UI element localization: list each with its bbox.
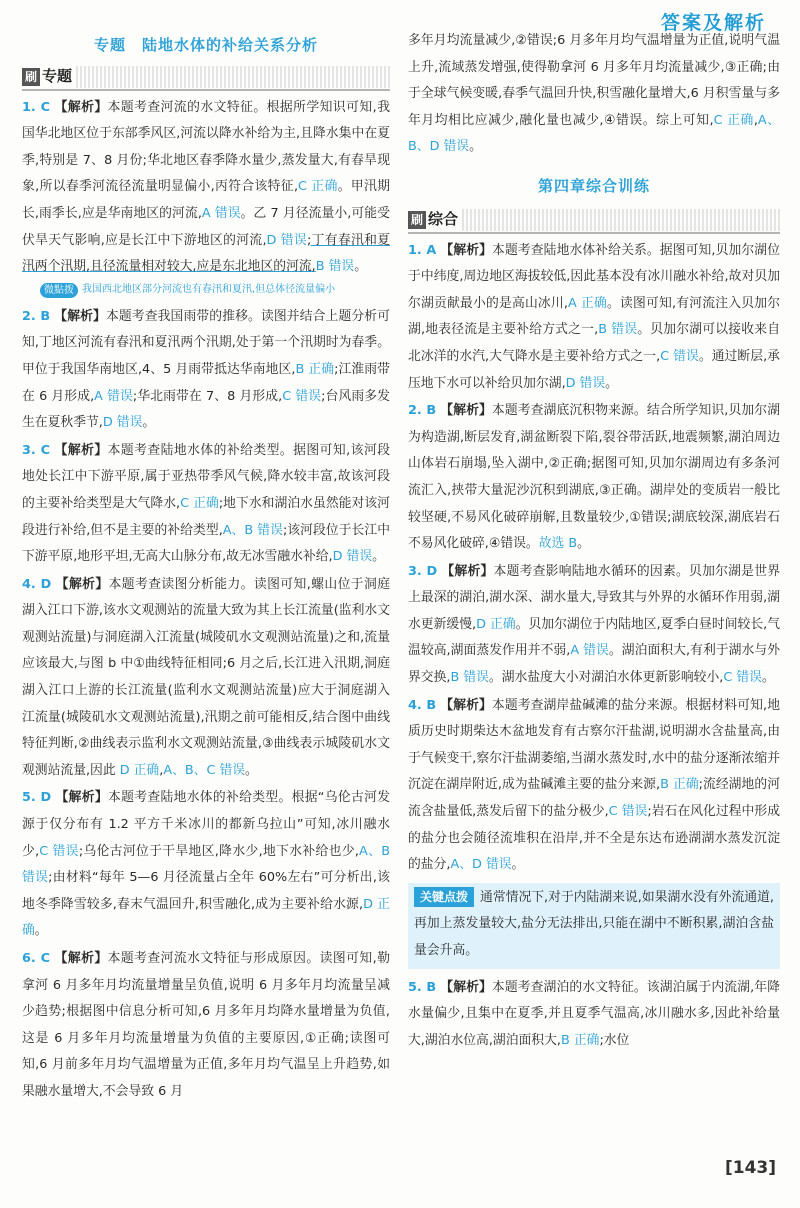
left-column	[22, 28, 390, 1107]
section-label: 综合	[428, 210, 459, 229]
tip-note	[40, 283, 390, 298]
answer-item-r1: 1. A 【解析】本题考查陆地水体补给关系。据图可知,贝加尔湖位于中纬度,周边地区海拔较低,因此基本没有冰川融水补给,故对贝加尔湖贡献最小的是高山冰川,A 正确。读图可知,有河流注入贝加尔湖,地表径流是主要补给方式之一,B 错误。贝加尔湖可以接收来自北冰洋的水汽,大气降水是主要补给方式之一,C 错误。通过断层,承压地下水可以补给贝加尔湖,D 错误。	[408, 242, 781, 391]
key-point-text: 通常情况下,对于内陆湖来说,如果湖水没有外流通道,再加上蒸发量较大,盐分无法排出,只能在湖中不断积累,湖泊含盐量会升高。	[414, 889, 774, 958]
page-number: [143]	[724, 1158, 776, 1178]
key-point-icon: 关键点拨	[414, 887, 474, 907]
brush-badge-icon: 刷	[22, 68, 40, 86]
answer-header: 答案及解析	[660, 12, 766, 34]
section-header-comprehensive	[408, 208, 780, 234]
section-stripe	[76, 66, 390, 88]
answer-item-1: 1. C 【解析】本题考查河流的水文特征。根据所学知识可知,我国华北地区位于东部季风区,河流以降水补给为主,且降水集中在夏季,特别是 7、8 月份;华北地区春季降水量少,蒸发量大,有春旱现象,所以春季河流径流量明显偏小,丙符合该特征,C 正确。甲汛期长,雨季长,应是华南地区的河流,A 错误。乙 7 月径流量小,可能受伏旱天气影响,应是长江中下游地区的河流,D 错误;丁有春汛和夏汛两个汛期,且径流量相对较大,应是东北地区的河流,B 错误。	[22, 99, 391, 275]
section-label: 专题	[42, 67, 73, 86]
chapter-title: 第四章综合训练	[537, 176, 650, 195]
answer-item-r5: 5. B 【解析】本题考查湖泊的水文特征。该湖泊属于内流湖,年降水量偏少,且集中在夏季,并且夏季气温高,冰川融水多,因此补给量大,湖泊水位高,湖泊面积大,B 正确;水位	[408, 979, 780, 1048]
answer-item-6-continued: 多年月均流量减少,②错误;6 月多年月均气温增量为正值,说明气温上升,流域蒸发增强,使得勒拿河 6 月多年月均流量减少,③正确;由于全球气候变暖,春季气温回升快,积雪融化量增大,6 月积雪量与多年月均相比应减少,融化量也减少,④错误。综上可知,C 正确,A、B、D 错误。	[408, 33, 780, 155]
tip-text: 我国西北地区部分河流也有春汛和夏汛,但总体径流量偏小	[82, 283, 336, 295]
question-number: 1. C	[22, 99, 51, 115]
key-point-box	[408, 883, 780, 969]
answer-item-5: 5. D 【解析】本题考查陆地水体的补给类型。根据“乌伦古河发源于仅分布有 1.2 平方千米冰川的都新乌拉山”可知,冰川融水少,C 错误;乌伦古河位于干旱地区,降水少,地下水补给也少,A、B 错误;由材料“每年 5—6 月径流量占全年 60%左右”可分析出,该地冬季降雪较多,春末气温回升,积雪融化,成为主要补给水源,D 正确。	[22, 790, 391, 939]
right-column	[408, 28, 780, 1055]
section-stripe	[462, 209, 780, 231]
answer-item-4: 4. D 【解析】本题考查读图分析能力。读图可知,螺山位于洞庭湖入江口下游,该水文观测站的流量大致为其上长江流量(监利水文观测站流量)与洞庭湖入江流量(城陵矶水文观测站流量)之和,流量应该最大,与图 b 中①曲线特征相同;6 月之后,长江进入汛期,洞庭湖入江口上游的长江流量(监利水文观测站流量)应大于洞庭湖入江流量(城陵矶水文观测站流量),汛期之前可能相反,结合图中曲线特征判断,②曲线表示监利水文观测站流量,③曲线表示城陵矶水文观测站流量,因此 D 正确,A、B、C 错误。	[22, 576, 391, 778]
answer-item-r3: 3. D 【解析】本题考查影响陆地水循环的因素。贝加尔湖是世界上最深的湖泊,湖水深、湖水量大,导致其与外界的水循环作用弱,湖水更新缓慢,D 正确。贝加尔湖位于内陆地区,夏季白昼时间较长,气温较高,湖面蒸发作用并不弱,A 错误。湖泊面积大,有利于湖水与外界交换,B 错误。湖水盐度大小对湖泊水体更新影响较小,C 错误。	[408, 563, 781, 686]
answer-item-2: 2. B 【解析】本题考查我国雨带的推移。读图并结合上题分析可知,丁地区河流有春汛和夏汛两个汛期,处于第一个汛期时为春季。甲位于我国华南地区,4、5 月雨带抵达华南地区,B 正确;江淮雨带在 6 月形成,A 错误;华北雨带在 7、8 月形成,C 错误;台风雨多发生在夏秋季节,D 错误。	[22, 308, 390, 431]
section-header-topic	[22, 65, 390, 91]
answer-item-r2: 2. B 【解析】本题考查湖底沉积物来源。结合所学知识,贝加尔湖为构造湖,断层发育,湖盆断裂下陷,裂谷带活跃,地震频繁,湖泊周边山体岩石崩塌,坠入湖中,②正确;据图可知,贝加尔湖周边有多条河流汇入,挟带大量泥沙沉积到湖底,③正确。湖岸处的变质岩一般比较坚硬,不易风化破碎崩解,且数量较少,①错误;湖底较深,湖底岩石不易风化破碎,④错误。故选 B。	[408, 403, 780, 552]
answer-item-3: 3. C 【解析】本题考查陆地水体的补给类型。据图可知,该河段地处长江中下游平原,属于亚热带季风气候,降水较丰富,故该河段的主要补给类型是大气降水,C 正确;地下水和湖泊水虽然能对该河段进行补给,但不是主要的补给类型,A、B 错误;该河段位于长江中下游平原,地形平坦,无高大山脉分布,故无冰雪融水补给,D 错误。	[22, 442, 390, 565]
answer-item-6: 6. C 【解析】本题考查河流水文特征与形成原因。读图可知,勒拿河 6 月多年月均流量增量呈负值,说明 6 月多年月均流量呈减少趋势;根据图中信息分析可知,6 月多年月均降水量增量为负值,这是 6 月多年月均流量增量为负值的主要原因,①正确;读图可知,6 月前多年月均气温增量为正值,多年月均气温呈上升趋势,如果融水量增大,不会导致 6 月	[22, 951, 390, 1099]
answer-item-r4: 4. B 【解析】本题考查湖岸盐碱滩的盐分来源。根据材料可知,地质历史时期柴达木盆地发育有古察尔汗盐湖,说明湖水含盐量高,由于气候变干,察尔汗盐湖萎缩,当湖水蒸发时,水中的盐分逐渐浓缩并沉淀在湖岸附近,成为盐碱滩主要的盐分来源,B 正确;流经湖地的河流含盐量低,蒸发后留下的盐分极少,C 错误;岩石在风化过程中形成的盐分也会随径流堆积在沿岸,并不全是东达布逊湖湖水蒸发沉淀的盐分,A、D 错误。	[408, 697, 780, 873]
analysis-tag: 【解析】	[54, 99, 108, 115]
topic-title: 专题 陆地水体的补给关系分析	[93, 36, 318, 54]
tip-icon: 微點拨	[40, 283, 78, 298]
brush-badge-icon: 刷	[408, 211, 426, 229]
